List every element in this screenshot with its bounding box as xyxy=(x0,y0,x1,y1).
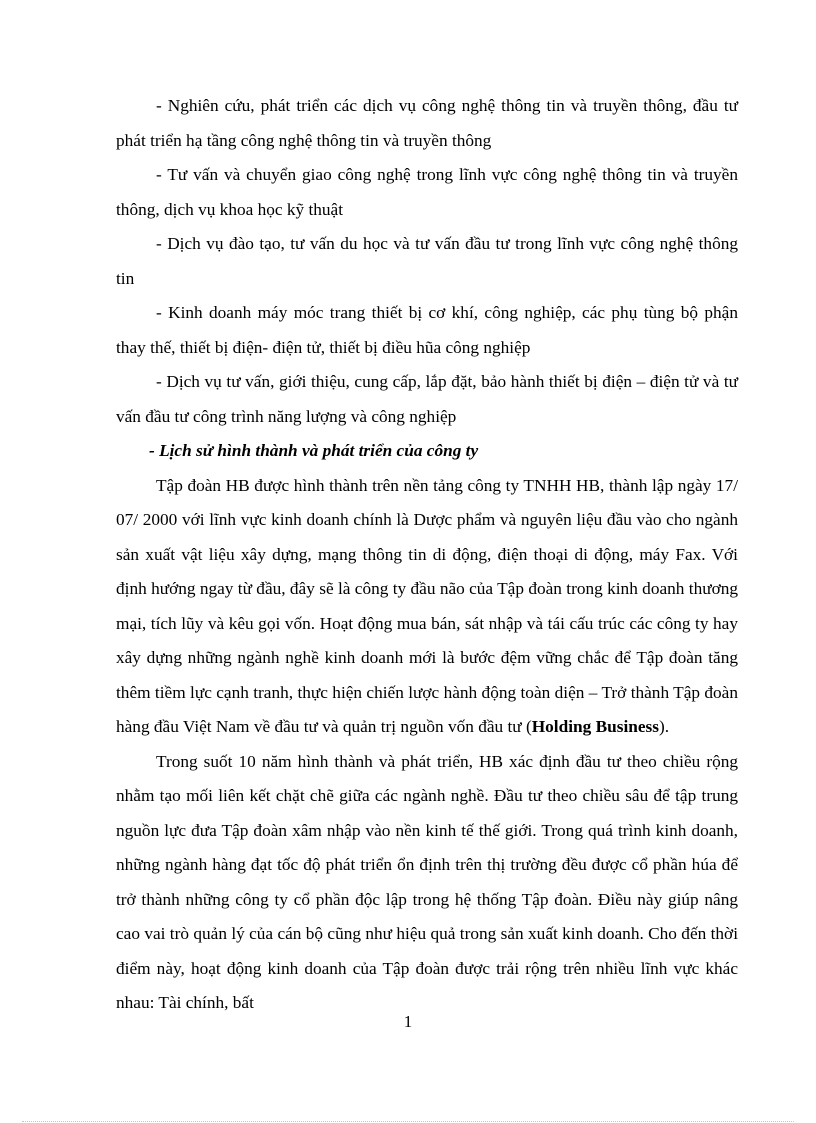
service-item-machinery-trading: - Kinh doanh máy móc trang thiết bị cơ khí, công nghiệp, các phụ tùng bộ phận thay thế, thiết bị điện- điện tử, thiết bị điều hũa công nghiệp xyxy=(116,303,738,357)
document-body xyxy=(116,89,738,1021)
page-bottom-edge xyxy=(22,1121,794,1122)
section-heading: - Lịch sử hình thành và phát triển của công ty xyxy=(149,441,479,460)
service-item-it-research: - Nghiên cứu, phát triển các dịch vụ công nghệ thông tin và truyền thông, đầu tư phát triển hạ tầng công nghệ thông tin và truyền thông xyxy=(116,96,738,150)
holding-business-term: Holding Business xyxy=(531,717,659,736)
service-item-training: - Dịch vụ đào tạo, tư vấn du học và tư vấn đầu tư trong lĩnh vực công nghệ thông tin xyxy=(116,234,738,288)
page-number: 1 xyxy=(403,1012,413,1031)
history-text-end: ). xyxy=(658,717,670,736)
development-paragraph: Trong suốt 10 năm hình thành và phát triển, HB xác định đầu tư theo chiều rộng nhằm tạo mối liên kết chặt chẽ giữa các ngành nghề. Đầu tư theo chiều sâu để tập trung nguồn lực đưa Tập đoàn xâm nhập vào nền kinh tế thế giới. Trong quá trình kinh doanh, những ngành hàng đạt tốc độ phát triển ổn định trên thị trường đều được cổ phần húa để trở thành những công ty cổ phần độc lập trong hệ thống Tập đoàn. Điều này giúp nâng cao vai trò quản lý của cán bộ cũng như hiệu quả trong sản xuất kinh doanh. Cho đến thời điểm này, hoạt động kinh doanh của Tập đoàn được trải rộng trên nhiều lĩnh vực khác nhau: Tài chính, bất xyxy=(116,751,738,1012)
service-item-tech-consulting: - Tư vấn và chuyển giao công nghệ trong lĩnh vực công nghệ thông tin và truyền thông, dịch vụ khoa học kỹ thuật xyxy=(116,165,738,219)
history-text: Tập đoàn HB được hình thành trên nền tảng công ty TNHH HB, thành lập ngày 17/ 07/ 2000 với lĩnh vực kinh doanh chính là Dược phẩm và nguyên liệu đầu vào cho ngành sản xuất vật liệu xây dựng, mạng thông tin di động, điện thoại di động, máy Fax. Với định hướng ngay từ đầu, đây sẽ là công ty đầu não của Tập đoàn trong kinh doanh thương mại, tích lũy và kêu gọi vốn. Hoạt động mua bán, sát nhập và tái cấu trúc các công ty hay xây dựng những ngành nghề kinh doanh mới là bước đệm vững chắc để Tập đoàn tăng thêm tiềm lực cạnh tranh, thực hiện chiến lược hành động toàn diện – Trở thành Tập đoàn hàng đầu Việt Nam về đầu tư và quản trị nguồn vốn đầu tư ( xyxy=(116,475,738,736)
history-paragraph xyxy=(116,469,738,745)
service-item-electrical-services: - Dịch vụ tư vấn, giới thiệu, cung cấp, lắp đặt, bảo hành thiết bị điện – điện tử và tư vấn đầu tư công trình năng lượng và công nghiệp xyxy=(116,372,738,426)
